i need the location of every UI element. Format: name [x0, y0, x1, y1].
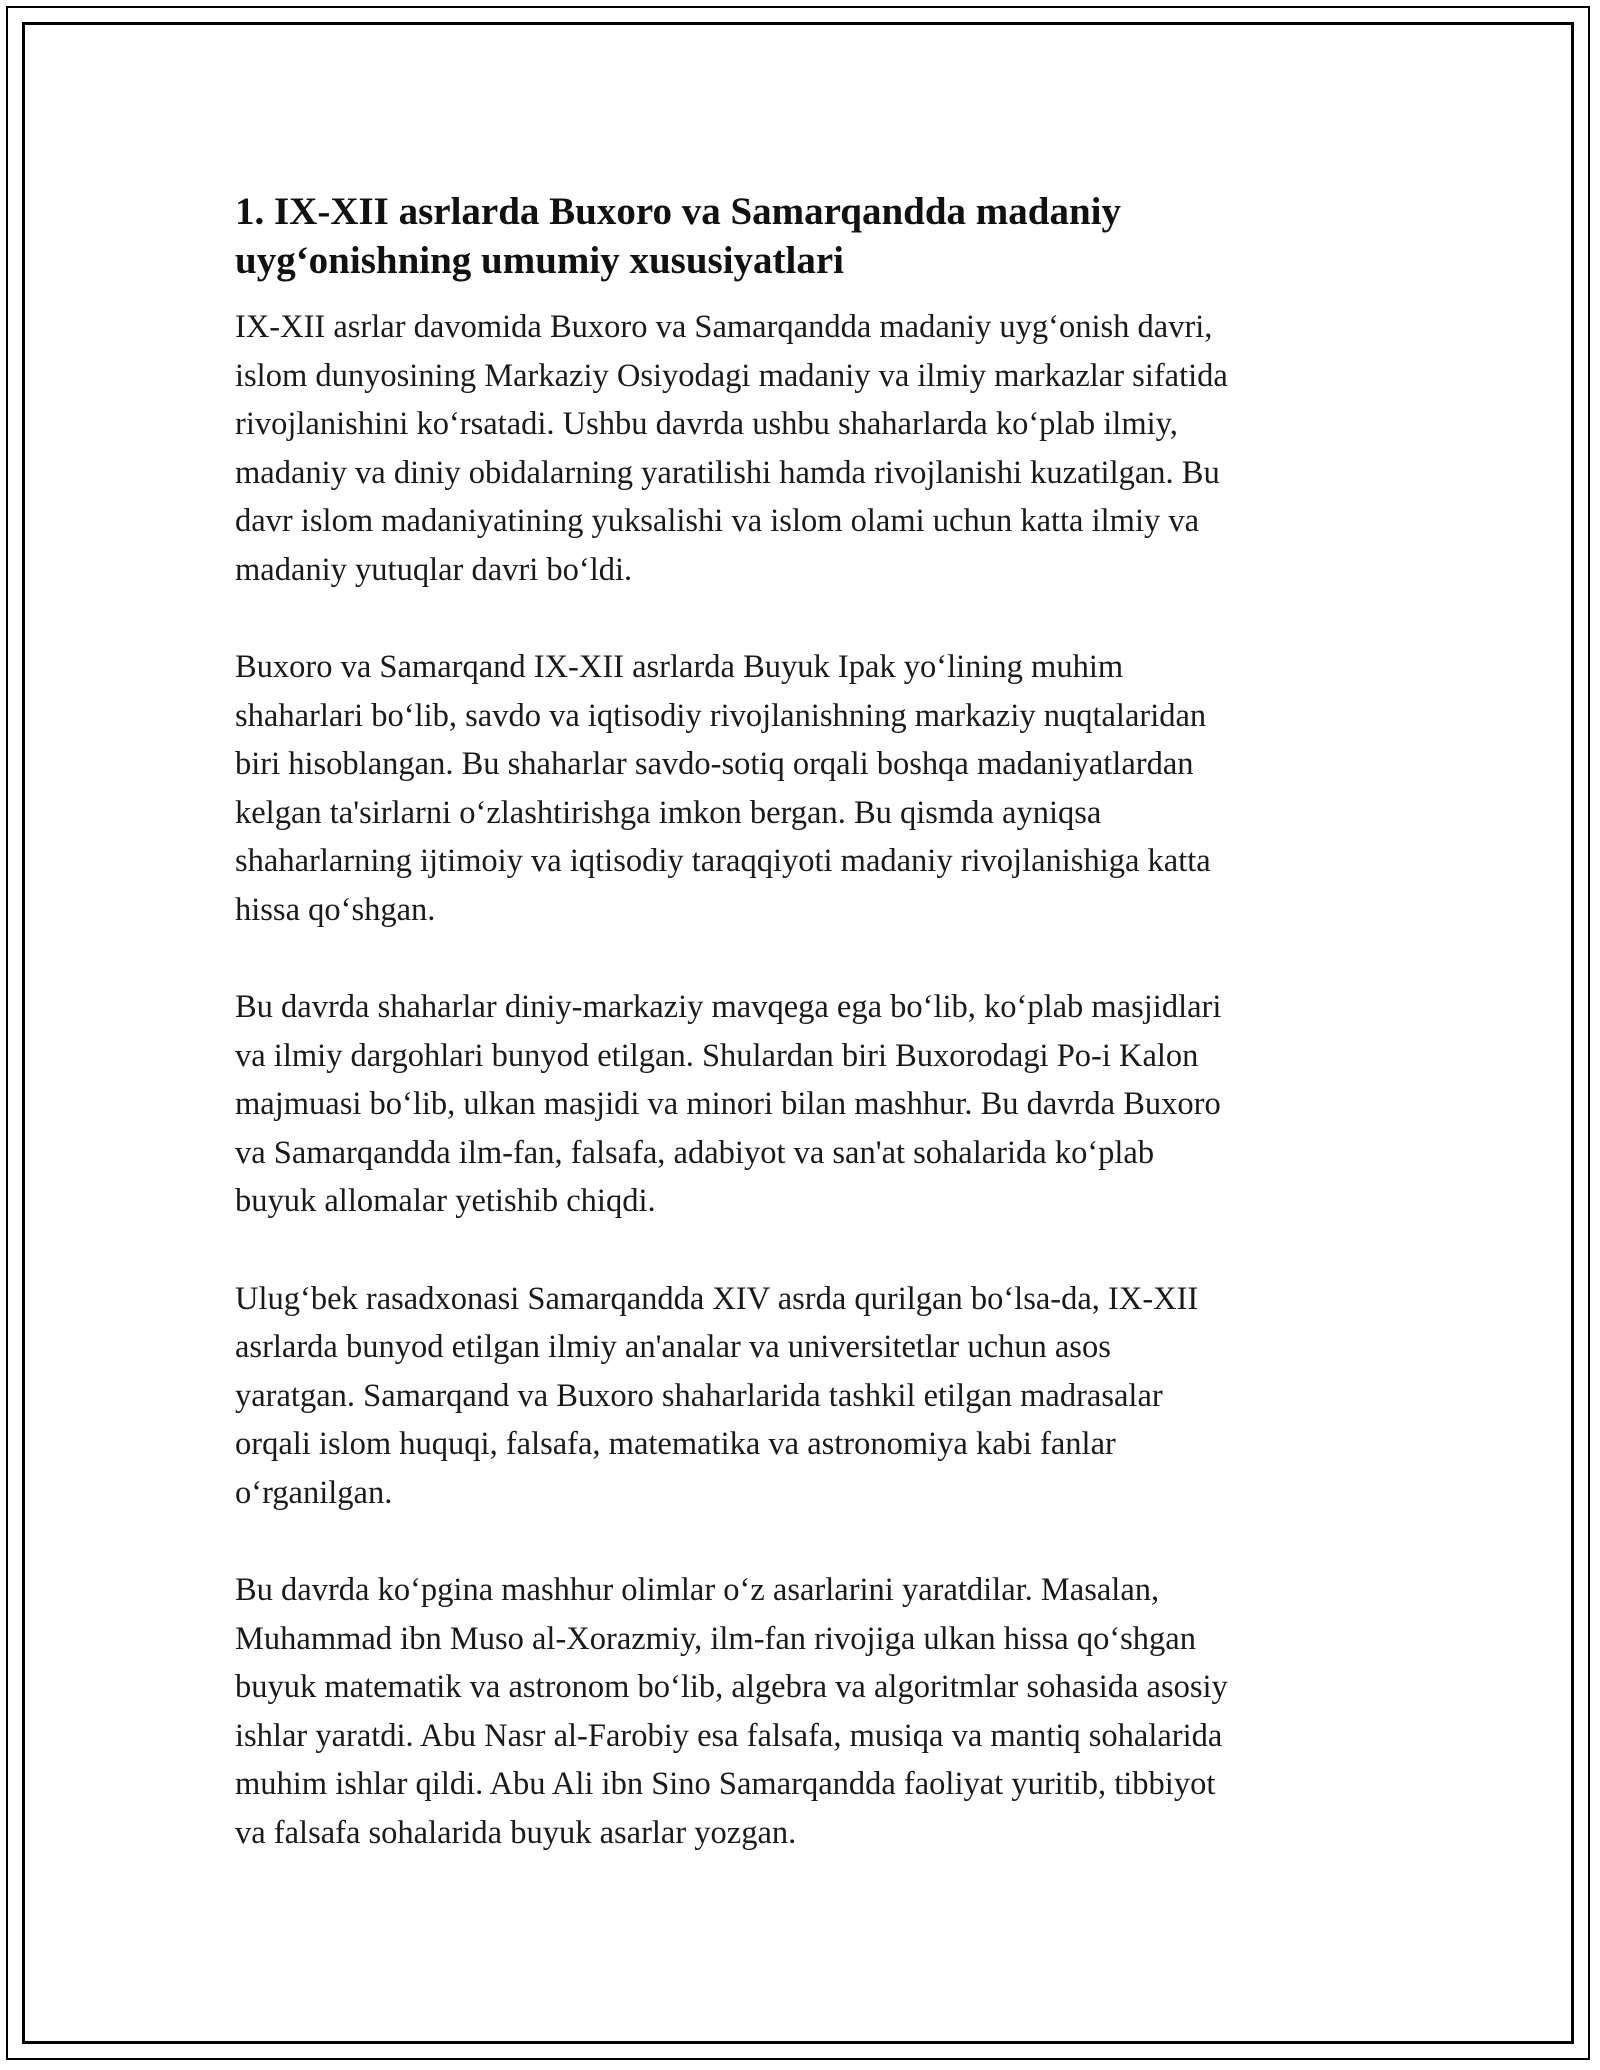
paragraph-5: Bu davrda ko‘pgina mashhur olimlar o‘z asarlarini yaratdilar. Masalan, Muhammad ibn Muso al-Xorazmiy, ilm-fan rivojiga ulkan hissa qo‘shgan buyuk matematik va astronom bo‘lib, algebra va algoritmlar sohasida asosiy ishlar yaratdi. Abu Nasr al-Farobiy esa falsafa, musiqa va mantiq sohalarida muhim ishlar qildi. Abu Ali ibn Sino Samarqandda faoliyat yuritib, tibbiyot va falsafa sohalarida buyuk asarlar yozgan. — [235, 1572, 1228, 1851]
section-heading: 1. IX-XII asrlarda Buxoro va Samarqandda madaniy uyg‘onishning umumiy xususiyatlari — [235, 190, 1121, 282]
paragraph-4: Ulug‘bek rasadxonasi Samarqandda XIV asrda qurilgan bo‘lsa-da, IX-XII asrlarda bunyod etilgan ilmiy an'analar va universitetlar uchun asos yaratgan. Samarqand va Buxoro shaharlarida tashkil etilgan madrasalar orqali islom huquqi, falsafa, matematika va astronomiya kabi fanlar o‘rganilgan. — [235, 1280, 1199, 1511]
document-body — [235, 187, 1375, 1906]
paragraph-3: Bu davrda shaharlar diniy-markaziy mavqega ega bo‘lib, ko‘plab masjidlari va ilmiy dargohlari bunyod etilgan. Shulardan biri Buxorodagi Po-i Kalon majmuasi bo‘lib, ulkan masjidi va minori bilan mashhur. Bu davrda Buxoro va Samarqandda ilm-fan, falsafa, adabiyot va san'at sohalarida ko‘plab buyuk allomalar yetishib chiqdi. — [235, 989, 1222, 1219]
paragraph-1: IX-XII asrlar davomida Buxoro va Samarqandda madaniy uyg‘onish davri, islom dunyosining Markaziy Osiyodagi madaniy va ilmiy markazlar sifatida rivojlanishini ko‘rsatadi. Ushbu davrda ushbu shaharlarda ko‘plab ilmiy, madaniy va diniy obidalarning yaratilishi hamda rivojlanishi kuzatilgan. Bu davr islom madaniyatining yuksalishi va islom olami uchun katta ilmiy va madaniy yutuqlar davri bo‘ldi. — [235, 309, 1228, 588]
paragraph-2: Buxoro va Samarqand IX-XII asrlarda Buyuk Ipak yo‘lining muhim shaharlari bo‘lib, savdo va iqtisodiy rivojlanishning markaziy nuqtalaridan biri hisoblangan. Bu shaharlar savdo-sotiq orqali boshqa madaniyatlardan kelgan ta'sirlarni o‘zlashtirishga imkon bergan. Bu qismda ayniqsa shaharlarning ijtimoiy va iqtisodiy taraqqiyoti madaniy rivojlanishiga katta hissa qo‘shgan. — [235, 649, 1211, 928]
